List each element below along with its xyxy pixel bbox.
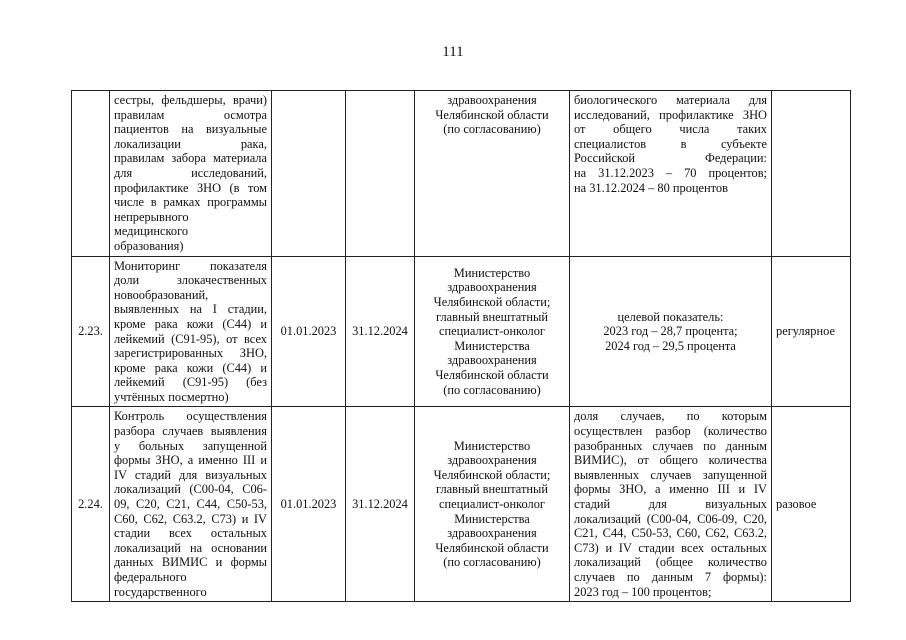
cell-text-line: лейкемий (С91-95), от всех: [114, 331, 267, 346]
item-number-cell: [72, 407, 110, 602]
start-date-cell: [272, 256, 346, 407]
cell-text-line: федерального: [114, 570, 187, 584]
cell-text-line: 2023 год – 28,7 процента;: [603, 324, 738, 339]
cell-text-line: правилам осмотра: [114, 107, 267, 122]
frequency-cell: [772, 91, 851, 257]
cell-text-line: Российской Федерации:: [574, 151, 767, 166]
cell-text-line: образования): [114, 238, 184, 253]
cell-text-line: главный внештатный: [436, 482, 548, 497]
cell-text-line: локализаций (С00-04, С06-09, С20,: [574, 511, 767, 526]
cell-text-line: биологического материала для: [574, 93, 767, 107]
cell-text-line: лейкемий (С91-95) (без: [114, 375, 267, 390]
cell-text-line: государственного: [114, 584, 207, 599]
start-date-cell: [272, 407, 346, 602]
cell-text-line: специалист-онколог: [438, 324, 546, 339]
cell-text-line: специалистов в субъекте: [574, 136, 767, 151]
cell-text-line: 2024 год – 29,5 процента: [605, 338, 736, 353]
result-cell: [570, 91, 772, 257]
cell-text-line: исследований, профилактике ЗНО: [574, 107, 767, 122]
cell-text-line: стадий для визуальных: [574, 497, 767, 512]
cell-text-line: С60, С62, С63.2, С73) и IV: [114, 511, 267, 526]
cell-text-line: числе в рамках программы: [114, 195, 267, 210]
frequency-cell: [772, 407, 851, 602]
start-date-cell: [272, 91, 346, 257]
cell-text-line: локализаций на основании: [114, 540, 267, 555]
cell-text-line: Челябинской области: [435, 367, 549, 382]
cell-text-line: здравоохранения: [447, 453, 537, 468]
cell-text-line: зарегистрированных ЗНО,: [114, 346, 267, 361]
cell-text-line: специалист-онколог: [438, 497, 546, 512]
item-number-cell: [72, 256, 110, 407]
cell-text-line: 2023 год – 100 процентов;: [574, 584, 712, 599]
cell-text-line: здравоохранения: [447, 353, 537, 368]
cell-text-line: Контроль осуществления: [114, 409, 267, 424]
cell-text-line: выявленных на I стадии,: [114, 302, 267, 317]
cell-text-line: Челябинской области: [435, 540, 549, 555]
end-date-cell: [346, 91, 415, 257]
cell-text-line: разобранных случаев по данным: [574, 438, 767, 453]
table-row: [72, 407, 851, 602]
cell-text-line: (по согласованию): [443, 122, 541, 137]
cell-text-line: доля случаев, по которым: [574, 409, 767, 424]
result-cell: [570, 256, 772, 407]
cell-text-line: С73) и IV стадии всех остальных: [574, 540, 767, 555]
cell-text-line: кроме рака кожи (С44) и: [114, 316, 267, 331]
cell-text-line: кроме рака кожи (С44) и: [114, 360, 267, 375]
cell-text-line: на 31.12.2024 – 80 процентов: [574, 180, 728, 195]
measures-table: [71, 90, 851, 602]
measure-name-cell: [110, 91, 272, 257]
end-date-cell: [346, 407, 415, 602]
cell-text-line: для исследований,: [114, 165, 267, 180]
cell-text-line: Мониторинг показателя: [114, 258, 267, 273]
cell-text-line: Министерство: [453, 438, 531, 453]
cell-text-line: правилам забора материала: [114, 151, 267, 166]
cell-text: 01.01.2023: [280, 497, 337, 512]
cell-text-line: Министерства: [454, 338, 530, 353]
end-date-cell: [346, 256, 415, 407]
cell-text-line: (по согласованию): [443, 382, 541, 397]
table-row: [72, 256, 851, 407]
cell-text-line: Челябинской области: [435, 107, 549, 122]
cell-text: 31.12.2024: [352, 497, 408, 512]
measure-name-cell: [110, 407, 272, 602]
cell-text-line: медицинского: [114, 224, 189, 239]
cell-text-line: Челябинской области;: [433, 295, 551, 310]
table-row: [72, 91, 851, 257]
cell-text-line: профилактике ЗНО (в том: [114, 180, 267, 195]
item-number-cell: [72, 91, 110, 257]
measure-name-cell: [110, 256, 272, 407]
cell-text-line: Министерства: [454, 511, 530, 526]
cell-text-line: от общего числа таких: [574, 122, 767, 137]
responsible-cell: [415, 256, 570, 407]
cell-text-line: сестры, фельдшеры, врачи): [114, 93, 267, 107]
cell-text-line: (по согласованию): [443, 555, 541, 570]
cell-text-line: доли злокачественных: [114, 273, 267, 288]
page-number: 111: [442, 44, 464, 60]
cell-text-line: IV стадий для визуальных: [114, 467, 267, 482]
cell-text: 2.24.: [78, 497, 103, 512]
cell-text-line: 09, С20, С21, С44, С50-53,: [114, 497, 267, 512]
cell-text-line: С21, С44, С50-53, С60, С62, С63.2,: [574, 526, 767, 541]
cell-text-line: ВИМИС), от общего количества: [574, 453, 767, 468]
cell-text-line: выявленных случаев запущенной: [574, 467, 767, 482]
cell-text-line: локализации рака,: [114, 136, 267, 151]
cell-text-line: здравоохранения: [447, 280, 537, 295]
cell-text-line: новообразований,: [114, 287, 209, 302]
cell-text-line: учтённых посмертно): [114, 389, 229, 404]
cell-text-line: стадии всех остальных: [114, 526, 267, 541]
cell-text-line: случаев по данным 7 формы):: [574, 570, 767, 584]
cell-text-line: данных ВИМИС и формы: [114, 555, 267, 570]
cell-text-line: осуществлен разбор (количество: [574, 424, 767, 439]
cell-text-line: здравоохранения: [447, 93, 537, 107]
cell-text: регулярное: [776, 324, 835, 339]
cell-text-line: локализаций (общее количество: [574, 555, 767, 570]
cell-text-line: разбора случаев выявления: [114, 424, 267, 439]
responsible-cell: [415, 91, 570, 257]
cell-text-line: главный внештатный: [436, 309, 548, 324]
cell-text: 01.01.2023: [280, 324, 337, 339]
cell-text-line: на 31.12.2023 – 70 процентов;: [574, 165, 767, 180]
cell-text-line: у больных запущенной: [114, 438, 267, 453]
result-cell: [570, 407, 772, 602]
responsible-cell: [415, 407, 570, 602]
cell-text-line: Челябинской области;: [433, 467, 551, 482]
cell-text: 2.23.: [78, 324, 103, 339]
cell-text-line: формы ЗНО, а именно III и IV: [574, 482, 767, 497]
cell-text-line: пациентов на визуальные: [114, 122, 267, 137]
cell-text: разовое: [776, 497, 817, 512]
cell-text-line: целевой показатель:: [617, 309, 724, 324]
cell-text: 31.12.2024: [352, 324, 408, 339]
cell-text-line: локализаций (С00-04, С06-: [114, 482, 267, 497]
cell-text-line: непрерывного: [114, 209, 189, 224]
cell-text-line: здравоохранения: [447, 526, 537, 541]
frequency-cell: [772, 256, 851, 407]
cell-text-line: Министерство: [453, 265, 531, 280]
cell-text-line: формы ЗНО, а именно III и: [114, 453, 267, 468]
